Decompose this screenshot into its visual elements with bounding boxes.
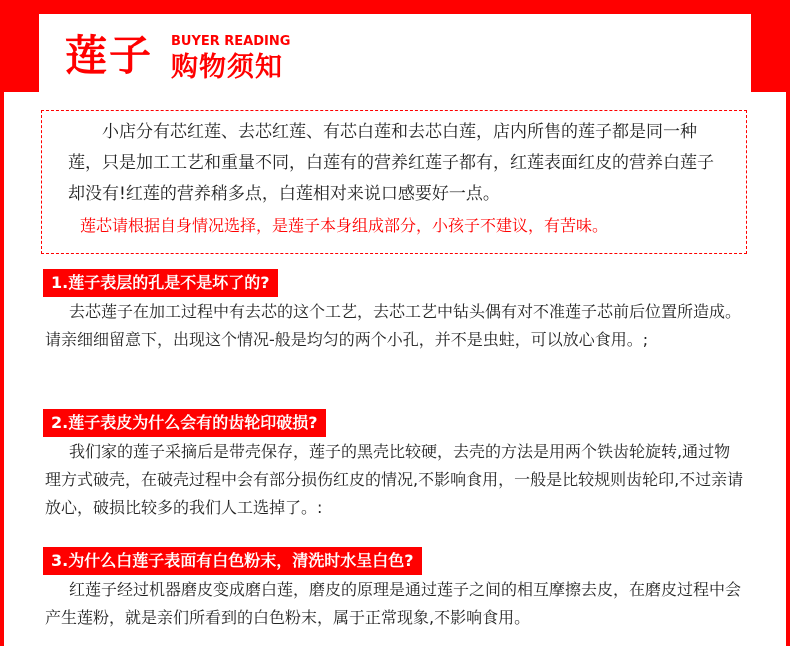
section-3-body: 红莲子经过机器磨皮变成磨白莲，磨皮的原理是通过莲子之间的相互摩擦去皮，在磨皮过程中会产生莲粉，就是亲们所看到的白色粉末，属于正常现象,不影响食用。 <box>45 580 742 627</box>
notice-paragraph: 小店分有芯红莲、去芯红莲、有芯白莲和去芯白莲，店内所售的莲子都是同一种莲，只是加工工艺和重量不同，白莲有的营养红莲子都有，红莲表面红皮的营养白莲子却没有!红莲的营养稍多点，白莲相对来说口感要好一点。 <box>68 122 714 204</box>
notice-warning: 莲芯请根据自身情况选择，是莲子本身组成部分，小孩子不建议，有苦味。 <box>80 216 609 235</box>
right-border <box>786 0 790 646</box>
title-subtitle: 购物须知 <box>171 52 283 83</box>
section-2-title: 2.莲子表皮为什么会有的齿轮印破损? <box>43 409 326 437</box>
title-english: BUYER READING <box>171 34 291 49</box>
notice-box <box>41 110 747 254</box>
header-banner <box>39 14 751 92</box>
section-2-body: 我们家的莲子采摘后是带壳保存，莲子的黑壳比较硬，去壳的方法是用两个铁齿轮旋转,通过物理方式破壳，在破壳过程中会有部分损伤红皮的情况,不影响食用，一般是比较规则齿轮印,不过亲请放心，破损比较多的我们人工选掉了。: <box>45 442 744 517</box>
section-1-title: 1.莲子表层的孔是不是坏了的? <box>43 269 278 297</box>
section-1-body: 去芯莲子在加工过程中有去芯的这个工艺，去芯工艺中钻头偶有对不准莲子芯前后位置所造成。请亲细细留意下，出现这个情况-般是均匀的两个小孔，并不是虫蛀，可以放心食用。; <box>45 302 742 349</box>
section-3-title: 3.为什么白莲子表面有白色粉末，清洗时水呈白色? <box>43 547 422 575</box>
header-band <box>0 0 790 92</box>
page-title: 莲子 <box>65 31 154 80</box>
left-border <box>0 0 4 646</box>
